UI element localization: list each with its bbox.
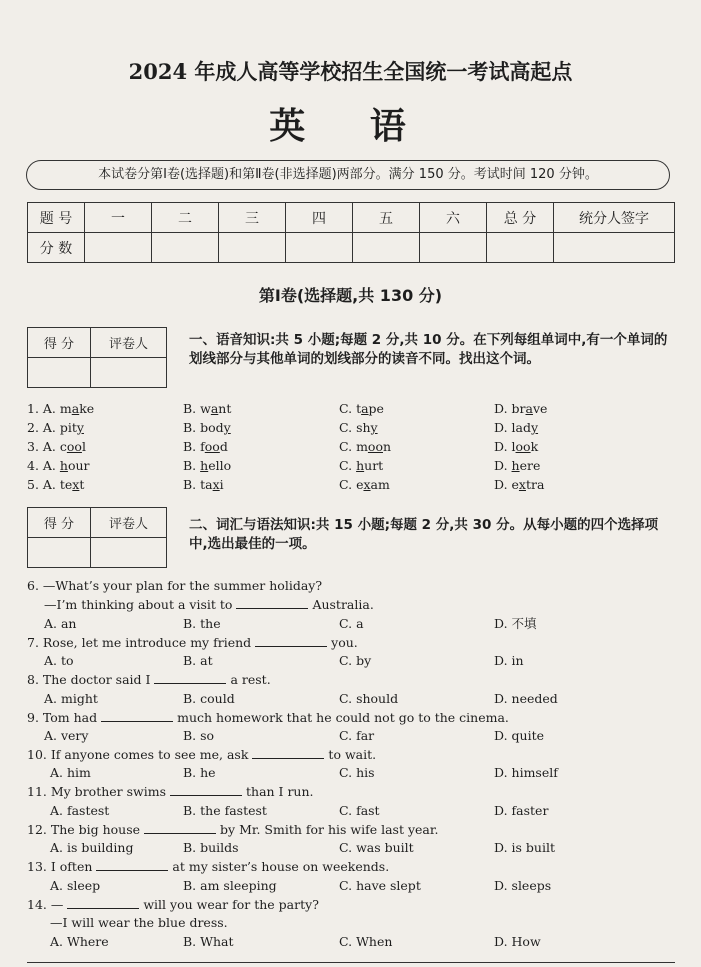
section-title: 第Ⅰ卷(选择题,共 130 分)	[258, 286, 443, 305]
option-d: D. How	[494, 934, 541, 949]
option-b: B. the fastest	[183, 803, 267, 818]
score-input-cell[interactable]	[152, 233, 219, 263]
question-5-c: C. exam	[339, 477, 390, 492]
score-table-header-row	[28, 203, 675, 233]
question-1-c: C. tape	[339, 401, 384, 416]
score-cell: 五	[353, 203, 420, 233]
part2-instruction: 二、词汇与语法知识:共 15 小题;每题 2 分,共 30 分。从每小题的四个选择项中,选出最佳的一项。	[189, 517, 659, 552]
grader-input-cell[interactable]	[91, 538, 167, 568]
grade-label: 得 分	[28, 328, 91, 358]
question-6-stem: 6. —What’s your plan for the summer holiday?	[27, 578, 323, 593]
question-9-stem: 9. Tom had much homework that he could not go to the cinema.	[27, 710, 509, 725]
question-5-b: B. taxi	[183, 477, 224, 492]
question-7-stem: 7. Rose, let me introduce my friend you.	[27, 635, 358, 650]
question-3-c: C. moon	[339, 439, 392, 454]
bottom-divider	[27, 962, 675, 963]
score-table-value-row	[28, 233, 675, 263]
question-4-d: D. here	[494, 458, 541, 473]
question-2-d: D. lady	[494, 420, 539, 435]
option-a: A. very	[44, 728, 89, 743]
question-1-d: D. brave	[494, 401, 548, 416]
score-input-cell[interactable]	[286, 233, 353, 263]
question-5-d: D. extra	[494, 477, 545, 492]
option-b: B. builds	[183, 840, 239, 855]
option-a: A. him	[50, 765, 91, 780]
question-1-a: 1. A. make	[27, 401, 95, 416]
question-12-stem: 12. The big house by Mr. Smith for his wife last year.	[27, 822, 439, 837]
question-3-d: D. look	[494, 439, 539, 454]
option-a: A. Where	[50, 934, 109, 949]
option-c: C. When	[339, 934, 393, 949]
answer-blank[interactable]	[170, 784, 242, 796]
question-11-stem: 11. My brother swims than I run.	[27, 784, 314, 799]
answer-blank[interactable]	[144, 822, 216, 834]
question-2-c: C. shy	[339, 420, 378, 435]
grade-box-part2	[27, 507, 167, 568]
option-a: A. fastest	[50, 803, 110, 818]
option-a: A. might	[44, 691, 98, 706]
question-10-stem: 10. If anyone comes to see me, ask to wait.	[27, 747, 377, 762]
score-cell: 题 号	[28, 203, 85, 233]
grader-label: 评卷人	[91, 328, 167, 358]
option-d: D. faster	[494, 803, 549, 818]
question-4-a: 4. A. hour	[27, 458, 90, 473]
answer-blank[interactable]	[67, 897, 139, 909]
score-cell: 六	[420, 203, 487, 233]
option-d: D. 不填	[494, 616, 537, 631]
question-14-response: —I will wear the blue dress.	[50, 915, 228, 930]
grade-box-part1	[27, 327, 167, 388]
answer-blank[interactable]	[255, 635, 327, 647]
question-14-stem: 14. — will you wear for the party?	[27, 897, 319, 912]
option-a: A. to	[44, 653, 74, 668]
option-d: D. quite	[494, 728, 544, 743]
question-8-stem: 8. The doctor said I a rest.	[27, 672, 271, 687]
option-d: D. needed	[494, 691, 558, 706]
score-cell: 二	[152, 203, 219, 233]
option-b: B. could	[183, 691, 235, 706]
score-row-label: 分 数	[28, 233, 85, 263]
grader-label: 评卷人	[91, 508, 167, 538]
score-input-cell[interactable]	[554, 233, 675, 263]
option-c: C. a	[339, 616, 364, 631]
score-input-cell[interactable]	[219, 233, 286, 263]
subject-title: 英 语	[269, 105, 432, 147]
option-d: D. himself	[494, 765, 558, 780]
score-table	[27, 202, 675, 263]
grade-input-cell[interactable]	[28, 358, 91, 388]
option-c: C. have slept	[339, 878, 421, 893]
question-2-a: 2. A. pity	[27, 420, 84, 435]
score-input-cell[interactable]	[353, 233, 420, 263]
answer-blank[interactable]	[236, 597, 308, 609]
grade-label: 得 分	[28, 508, 91, 538]
score-cell: 三	[219, 203, 286, 233]
option-b: B. he	[183, 765, 216, 780]
score-input-cell[interactable]	[420, 233, 487, 263]
question-2-b: B. body	[183, 420, 231, 435]
answer-blank[interactable]	[154, 672, 226, 684]
grade-input-cell[interactable]	[28, 538, 91, 568]
option-c: C. far	[339, 728, 375, 743]
question-3-b: B. food	[183, 439, 228, 454]
option-a: A. sleep	[50, 878, 101, 893]
option-c: C. should	[339, 691, 399, 706]
question-1-b: B. want	[183, 401, 232, 416]
score-cell: 统分人签字	[554, 203, 675, 233]
option-c: C. fast	[339, 803, 380, 818]
answer-blank[interactable]	[96, 859, 168, 871]
score-cell: 四	[286, 203, 353, 233]
part1-instruction: 一、语音知识:共 5 小题;每题 2 分,共 10 分。在下列每组单词中,有一个单词的划线部分与其他单词的划线部分的读音不同。找出这个词。	[189, 332, 668, 367]
question-6-response: —I’m thinking about a visit to Australia.	[44, 597, 374, 612]
score-cell: 一	[85, 203, 152, 233]
question-13-stem: 13. I often at my sister’s house on weekends.	[27, 859, 390, 874]
option-b: B. am sleeping	[183, 878, 277, 893]
question-3-a: 3. A. cool	[27, 439, 86, 454]
option-b: B. so	[183, 728, 215, 743]
option-b: B. at	[183, 653, 213, 668]
score-cell: 总 分	[487, 203, 554, 233]
answer-blank[interactable]	[101, 710, 173, 722]
option-c: C. by	[339, 653, 372, 668]
option-b: B. the	[183, 616, 221, 631]
grader-input-cell[interactable]	[91, 358, 167, 388]
option-d: D. in	[494, 653, 524, 668]
option-c: C. was built	[339, 840, 414, 855]
option-c: C. his	[339, 765, 375, 780]
option-d: D. is built	[494, 840, 555, 855]
question-4-c: C. hurt	[339, 458, 384, 473]
question-4-b: B. hello	[183, 458, 232, 473]
score-input-cell[interactable]	[487, 233, 554, 263]
answer-blank[interactable]	[252, 747, 324, 759]
exam-title: 2024 年成人高等学校招生全国统一考试高起点	[128, 59, 573, 84]
score-input-cell[interactable]	[85, 233, 152, 263]
question-5-a: 5. A. text	[27, 477, 85, 492]
option-b: B. What	[183, 934, 234, 949]
option-a: A. is building	[50, 840, 134, 855]
option-a: A. an	[44, 616, 77, 631]
exam-info-banner: 本试卷分第Ⅰ卷(选择题)和第Ⅱ卷(非选择题)两部分。满分 150 分。考试时间 120 分钟。	[26, 160, 670, 190]
option-d: D. sleeps	[494, 878, 552, 893]
